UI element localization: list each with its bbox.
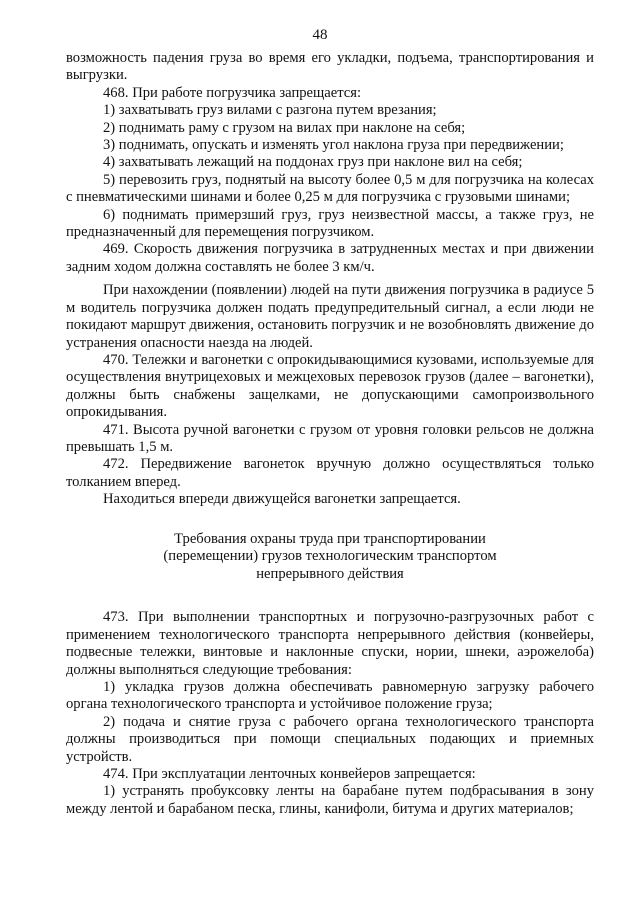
paragraph-473: 473. При выполнении транспортных и погрузочно-разгрузочных работ с применением технологического транспорта непрерывного действия (конвейеры, подвесные тележки, винтовые и наклонные спуски, нории, шнеки, аэрожелоба) должны выполняться следующие требования: xyxy=(66,609,594,678)
paragraph-468: 468. При работе погрузчика запрещается: xyxy=(103,84,362,101)
paragraph-472: 472. Передвижение вагонеток вручную должно осуществляться только толканием вперед. xyxy=(66,456,594,490)
list-item-473-2: 2) подача и снятие груза с рабочего органа технологического транспорта должны производиться при помощи специальных подающих и приемных устройств. xyxy=(66,713,594,765)
list-item-468-5: 5) перевозить груз, поднятый на высоту более 0,5 м для погрузчика на колесах с пневматическими шинами и более 0,25 м для погрузчика с грузовыми шинами; xyxy=(66,171,594,206)
paragraph-continuation: возможность падения груза во время его укладки, подъема, транспортирования и выгрузки. xyxy=(66,50,594,84)
list-item-468-4: 4) захватывать лежащий на поддонах груз при наклоне вил на себя; xyxy=(103,154,523,171)
section-heading-line-1: Требования охраны труда при транспортировании xyxy=(174,530,486,547)
section-heading-line-3: непрерывного действия xyxy=(256,565,404,582)
list-item-474-1: 1) устранять пробуксовку ленты на барабане путем подбрасывания в зону между лентой и барабаном песка, глины, канифоли, битума и других материалов; xyxy=(66,783,594,817)
paragraph-471: 471. Высота ручной вагонетки с грузом от уровня головки рельсов не должна превышать 1,5 м. xyxy=(66,421,594,455)
list-item-468-3: 3) поднимать, опускать и изменять угол наклона груза при передвижении; xyxy=(103,137,564,154)
list-item-468-6: 6) поднимать примерзший груз, груз неизвестной массы, а также груз, не предназначенный для перемещения погрузчиком. xyxy=(66,206,594,241)
document-body xyxy=(66,50,594,818)
list-item-473-1: 1) укладка грузов должна обеспечивать равномерную загрузку рабочего органа технологического транспорта и устойчивое положение груза; xyxy=(66,678,594,713)
list-item-468-1: 1) захватывать груз вилами с разгона путем врезания; xyxy=(103,102,437,119)
list-item-468-2: 2) поднимать раму с грузом на вилах при наклоне на себя; xyxy=(103,119,466,136)
page-number: 48 xyxy=(312,27,328,43)
paragraph-469-signal: При нахождении (появлении) людей на пути движения погрузчика в радиусе 5 м водитель погрузчика должен подать предупредительный сигнал, а если люди не покидают маршрут движения, остановить погрузчик и не возобновлять движение до устранения опасности наезда на людей. xyxy=(66,282,594,351)
paragraph-469: 469. Скорость движения погрузчика в затрудненных местах и при движении задним ходом должна составлять не более 3 км/ч. xyxy=(66,241,594,275)
section-heading xyxy=(66,531,594,584)
paragraph-474: 474. При эксплуатации ленточных конвейеров запрещается: xyxy=(103,766,476,782)
paragraph-470: 470. Тележки и вагонетки с опрокидывающимися кузовами, используемые для осуществления внутрицеховых и межцеховых перевозок грузов (далее – вагонетки), должны быть снабжены защелками, не допускающими самопроизвольного опрокидывания. xyxy=(66,351,594,421)
paragraph-472-prohibition: Находиться впереди движущейся вагонетки запрещается. xyxy=(103,491,461,508)
section-heading-line-2: (перемещении) грузов технологическим транспортом xyxy=(163,548,497,565)
